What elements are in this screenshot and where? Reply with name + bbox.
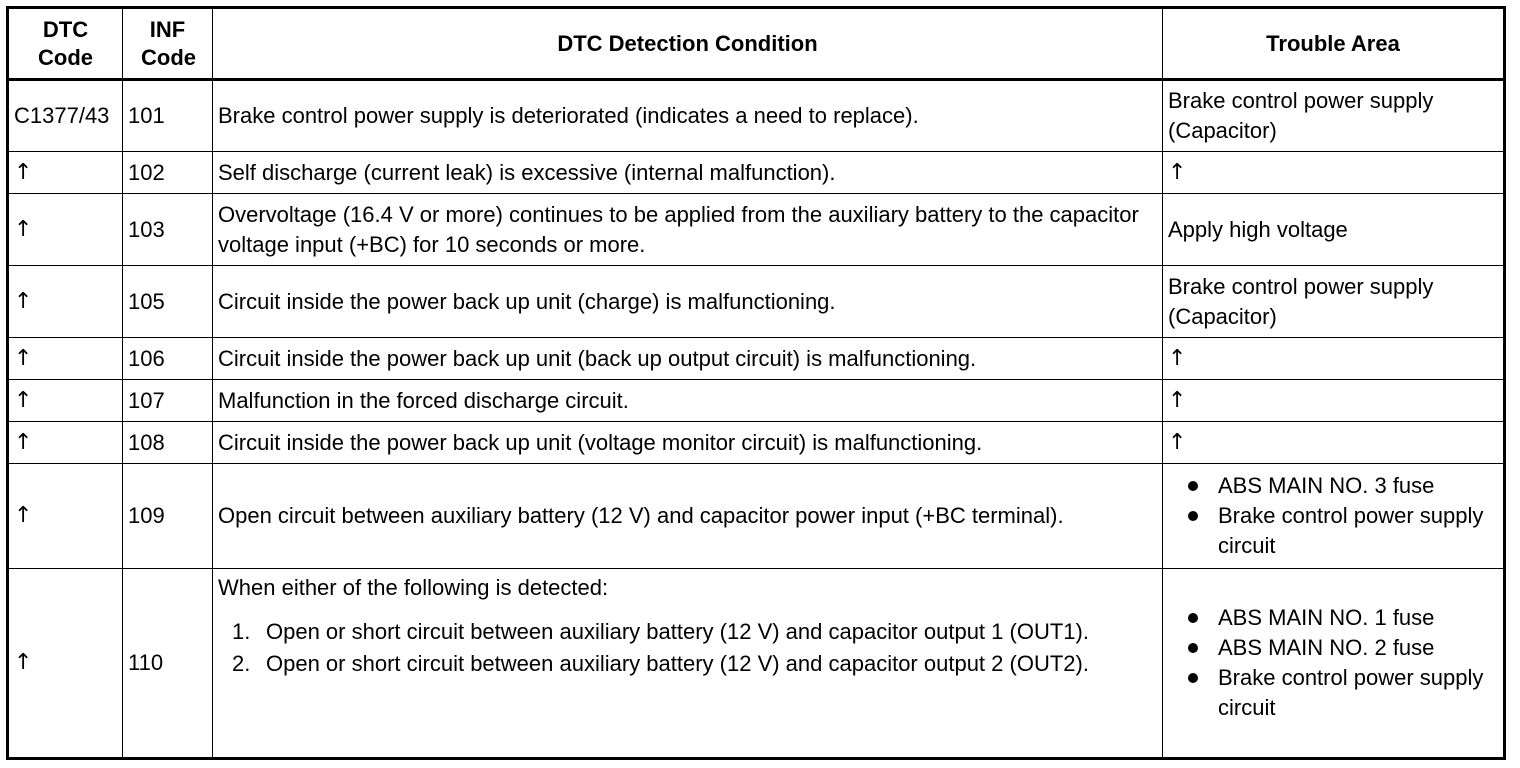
dtc-table <box>6 6 1506 760</box>
condition-item-text: Open or short circuit between auxiliary battery (12 V) and capacitor output 2 (OUT2). <box>266 651 1089 676</box>
dtc-cell: C1377/43 <box>8 80 123 152</box>
inf-cell: 102 <box>123 152 213 194</box>
header-dtc-code: DTC Code <box>8 8 123 80</box>
condition-cell: Circuit inside the power back up unit (charge) is malfunctioning. <box>213 266 1163 338</box>
inf-cell: 101 <box>123 80 213 152</box>
dtc-cell: ↑ <box>8 266 123 338</box>
inf-cell: 103 <box>123 194 213 266</box>
header-inf-code: INF Code <box>123 8 213 80</box>
table-row <box>8 569 1505 759</box>
area-cell: Apply high voltage <box>1163 194 1505 266</box>
area-cell <box>1163 464 1505 569</box>
inf-cell: 107 <box>123 380 213 422</box>
inf-cell: 106 <box>123 338 213 380</box>
table-row <box>8 266 1505 338</box>
condition-cell: Malfunction in the forced discharge circuit. <box>213 380 1163 422</box>
condition-list <box>218 617 1157 679</box>
condition-cell: Open circuit between auxiliary battery (12 V) and capacitor power input (+BC terminal). <box>213 464 1163 569</box>
dtc-cell: ↑ <box>8 380 123 422</box>
trouble-area-item: ABS MAIN NO. 2 fuse <box>1168 633 1498 663</box>
condition-cell: Self discharge (current leak) is excessive (internal malfunction). <box>213 152 1163 194</box>
condition-item <box>218 617 1157 647</box>
inf-cell: 108 <box>123 422 213 464</box>
trouble-area-item: ABS MAIN NO. 1 fuse <box>1168 603 1498 633</box>
dtc-cell: ↑ <box>8 464 123 569</box>
table-row <box>8 80 1505 152</box>
dtc-cell: ↑ <box>8 338 123 380</box>
dtc-cell: ↑ <box>8 194 123 266</box>
condition-item <box>218 649 1157 679</box>
dtc-cell: ↑ <box>8 422 123 464</box>
condition-intro: When either of the following is detected: <box>218 575 609 600</box>
trouble-area-list <box>1168 603 1498 723</box>
area-cell: Brake control power supply (Capacitor) <box>1163 80 1505 152</box>
table-header-row <box>8 8 1505 80</box>
area-cell: Brake control power supply (Capacitor) <box>1163 266 1505 338</box>
table-row <box>8 422 1505 464</box>
trouble-area-item: Brake control power supply circuit <box>1168 501 1498 561</box>
table-row <box>8 464 1505 569</box>
trouble-area-item: ABS MAIN NO. 3 fuse <box>1168 471 1498 501</box>
header-detection-condition: DTC Detection Condition <box>213 8 1163 80</box>
condition-cell: Overvoltage (16.4 V or more) continues to be applied from the auxiliary battery to the capacitor voltage input (+BC) for 10 seconds or more. <box>213 194 1163 266</box>
condition-item-text: Open or short circuit between auxiliary battery (12 V) and capacitor output 1 (OUT1). <box>266 619 1089 644</box>
inf-cell: 109 <box>123 464 213 569</box>
area-cell: ↑ <box>1163 422 1505 464</box>
table-row <box>8 380 1505 422</box>
table-row <box>8 152 1505 194</box>
trouble-area-list <box>1168 471 1498 561</box>
area-cell <box>1163 569 1505 759</box>
condition-cell: Circuit inside the power back up unit (voltage monitor circuit) is malfunctioning. <box>213 422 1163 464</box>
area-cell: ↑ <box>1163 338 1505 380</box>
area-cell: ↑ <box>1163 152 1505 194</box>
table-row <box>8 194 1505 266</box>
dtc-cell: ↑ <box>8 569 123 759</box>
inf-cell: 110 <box>123 569 213 759</box>
inf-cell: 105 <box>123 266 213 338</box>
condition-cell <box>213 569 1163 759</box>
condition-item-number: 2. <box>232 651 251 676</box>
trouble-area-item: Brake control power supply circuit <box>1168 663 1498 723</box>
condition-cell: Circuit inside the power back up unit (back up output circuit) is malfunctioning. <box>213 338 1163 380</box>
area-cell: ↑ <box>1163 380 1505 422</box>
table-row <box>8 338 1505 380</box>
header-trouble-area: Trouble Area <box>1163 8 1505 80</box>
condition-cell: Brake control power supply is deteriorated (indicates a need to replace). <box>213 80 1163 152</box>
condition-item-number: 1. <box>232 619 251 644</box>
dtc-cell: ↑ <box>8 152 123 194</box>
